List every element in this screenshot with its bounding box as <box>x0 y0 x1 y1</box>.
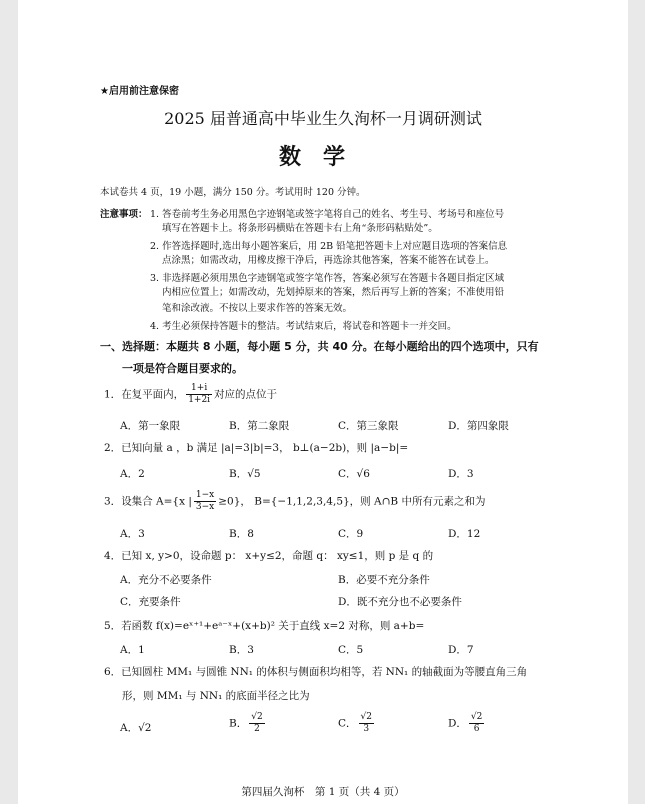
fraction-denominator: 2 <box>254 724 260 734</box>
option-a: A．第一象限 <box>120 420 181 432</box>
option-label: C． <box>338 717 357 730</box>
section-heading-cont: 一项是符合题目要求的。 <box>122 362 243 375</box>
option-d: D．第四象限 <box>448 420 509 432</box>
option-c: C．5 <box>338 644 364 656</box>
fraction <box>249 712 264 735</box>
question-3 <box>104 490 485 513</box>
section-heading: 一、选择题：本题共 8 小题，每小题 5 分，共 40 分。在每小题给出的四个选项中，只有 <box>100 340 539 353</box>
subject-title: 数学 <box>278 145 367 170</box>
notice-line: 内相应位置上；如需改动，先划掉原来的答案，然后再写上新的答案；不准使用铅 <box>162 287 505 298</box>
exam-info: 本试卷共 4 页，19 小题，满分 150 分。考试用时 120 分钟。 <box>100 187 366 198</box>
question-5: 5．若函数 f(x)=eˣ⁺¹+eᵃ⁻ˣ+(x+b)² 关于直线 x=2 对称，则 a+b= <box>104 620 425 632</box>
option-c: C．9 <box>338 528 364 540</box>
option-label: B． <box>229 717 248 730</box>
question-text: 对应的点位于 <box>214 388 278 401</box>
option-b: B．必要不充分条件 <box>338 574 430 586</box>
fraction-denominator: 1+2i <box>188 395 211 405</box>
fraction-denominator: 3−x <box>195 502 215 512</box>
exam-page <box>18 0 628 804</box>
fraction-numerator: √2 <box>360 712 373 722</box>
notice-line: 3. 非选择题必须用黑色字迹钢笔或签字笔作答，答案必须写在答题卡各题目指定区域 <box>150 273 505 284</box>
option-label: D． <box>448 717 467 730</box>
exam-title: 2025 届普通高中毕业生久洵杯一月调研测试 <box>164 109 482 128</box>
fraction-numerator: 1+i <box>186 383 212 395</box>
option-b <box>229 712 267 735</box>
option-b: B．8 <box>229 528 254 540</box>
question-number: 1． <box>104 388 122 401</box>
option-b: B．3 <box>229 644 254 656</box>
fraction-numerator: 1−x <box>195 490 215 500</box>
option-a: A．3 <box>120 528 145 540</box>
option-c <box>338 712 376 735</box>
notice-line: 笔和涂改液。不按以上要求作答的答案无效。 <box>162 303 353 314</box>
notice-line: 填写在答题卡上。将条形码横贴在答题卡右上角“条形码粘贴处”。 <box>162 223 438 234</box>
option-d: D．3 <box>448 468 474 480</box>
fraction <box>469 712 484 735</box>
fraction <box>186 383 212 406</box>
option-a: A．√2 <box>120 722 152 734</box>
question-4: 4．已知 x, y>0，设命题 p： x+y≤2，命题 q： xy≤1，则 p 是 q 的 <box>104 550 434 562</box>
question-number: 3． <box>104 495 122 508</box>
fraction-numerator: √2 <box>251 712 263 722</box>
notice-label: 注意事项： <box>100 209 148 220</box>
question-6: 6．已知圆柱 MM₁ 与圆锥 NN₁ 的体积与侧面积均相等，若 NN₁ 的轴截面为等腰直角三角 <box>104 666 528 678</box>
fraction <box>359 712 374 735</box>
option-a: A．充分不必要条件 <box>120 574 212 586</box>
option-d: D．既不充分也不必要条件 <box>338 596 462 608</box>
fraction-denominator: 3 <box>363 724 370 734</box>
notice-line: 2. 作答选择题时,选出每小题答案后，用 2B 铅笔把答题卡上对应题目选项的答案信息 <box>150 241 508 252</box>
fraction-denominator: 6 <box>473 724 480 734</box>
question-text: 设集合 A={x | <box>121 495 192 508</box>
question-text: 在复平面内， <box>121 388 185 401</box>
option-c: C．第三象限 <box>338 420 399 432</box>
option-b: B．第二象限 <box>229 420 290 432</box>
option-b: B．√5 <box>229 468 261 480</box>
option-c: C．√6 <box>338 468 370 480</box>
fraction-numerator: √2 <box>470 712 483 722</box>
notice-line: 点涂黑；如需改动，用橡皮擦干净后，再选涂其他答案，答案不能答在试卷上。 <box>162 255 495 266</box>
question-6-cont: 形，则 MM₁ 与 NN₁ 的底面半径之比为 <box>122 690 310 702</box>
page-footer: 第四届久洵杯 第 1 页（共 4 页） <box>241 786 405 798</box>
option-d: D．12 <box>448 528 481 540</box>
notice-line: 1. 答卷前考生务必用黑色字迹钢笔或签字笔将自己的姓名、考生号、考场号和座位号 <box>150 209 505 220</box>
option-a: A．1 <box>120 644 145 656</box>
question-text: ≥0}， B={−1,1,2,3,4,5}，则 A∩B 中所有元素之和为 <box>218 495 486 508</box>
option-d: D．7 <box>448 644 474 656</box>
fraction <box>194 490 216 513</box>
option-c: C．充要条件 <box>120 596 181 608</box>
option-a: A．2 <box>120 468 145 480</box>
notice-line: 4. 考生必须保持答题卡的整洁。考试结束后，将试卷和答题卡一并交回。 <box>150 321 457 332</box>
question-2: 2．已知向量 a ，b 满足 |a|=3|b|=3， b⊥(a−2b)，则 |a−b|= <box>104 442 409 454</box>
question-1 <box>104 383 277 406</box>
option-d <box>448 712 486 735</box>
secret-mark: ★启用前注意保密 <box>100 86 179 97</box>
